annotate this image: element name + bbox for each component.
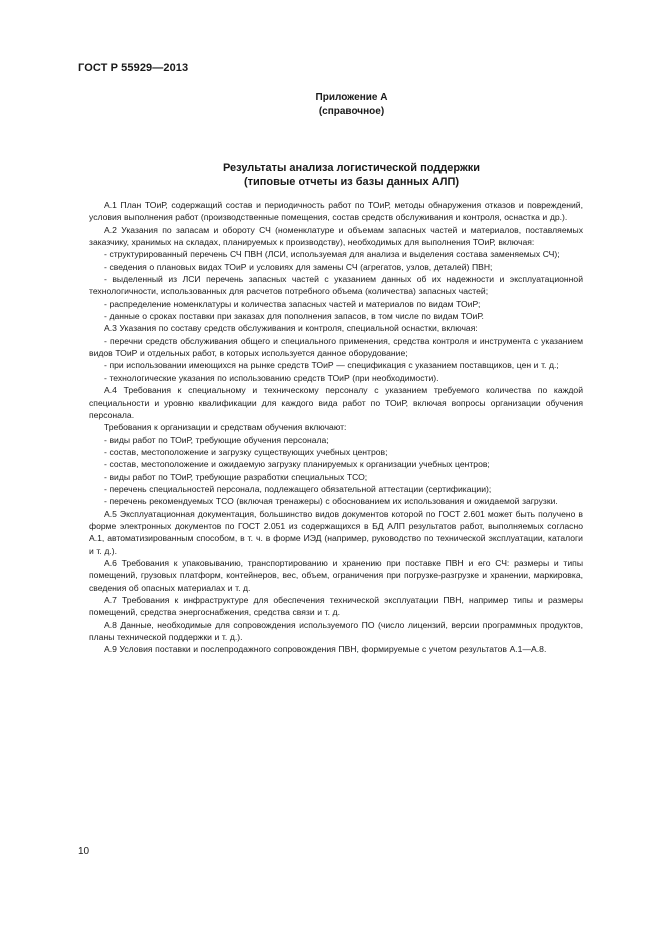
list-item: - распределение номенклатуры и количества запасных частей и материалов по видам ТОиР; <box>104 298 481 309</box>
standard-code: ГОСТ Р 55929—2013 <box>78 62 189 74</box>
list-item: - структурированный перечень СЧ ПВН (ЛСИ, используемая для анализа и выделения состава заменяемых СЧ); <box>104 249 560 260</box>
page-number: 10 <box>78 846 90 857</box>
list-item: - состав, местоположение и загрузку существующих учебных центров; <box>104 446 388 457</box>
appendix-type: (справочное) <box>318 106 385 117</box>
paragraph: А.7 Требования к инфраструктуре для обеспечения технической эксплуатации ПВН, например типы и размеры помещений, средства энергоснабжения, средства связи и т. д. <box>89 595 583 618</box>
list-item: - перечни средств обслуживания общего и специального применения, средства контроля и инструмента с указанием видов ТОиР и отдельных работ, в которых используется данное оборудование; <box>89 335 583 359</box>
paragraph: Требования к организации и средствам обучения включают: <box>104 422 347 433</box>
list-item: - виды работ по ТОиР, требующие разработки специальных ТСО; <box>104 471 368 482</box>
list-item: - сведения о плановых видах ТОиР и условиях для замены СЧ (агрегатов, узлов, деталей) ПВН; <box>104 261 493 272</box>
paragraph: А.1 План ТОиР, содержащий состав и периодичность работ по ТОиР, методы обнаружения отказов и повреждений, условия выполнения работ (производственные помещения, состав средств обслуживания и контроля, оснастка и др.). <box>89 200 583 223</box>
section-title-line-1: Результаты анализа логистической поддержки <box>222 162 481 174</box>
paragraph: А.5 Эксплуатационная документация, большинство видов документов которой по ГОСТ 2.601 может быть получено в форме электронных документов по ГОСТ 2.051 из содержащихся в БД АЛП результатов работ, выполняемых согласно А.1, автоматизированным способом, в т. ч. в форме ИЭД (например, руководство по технической эксплуатации, каталоги и т. д.). <box>89 508 583 556</box>
section-title-line-2: (типовые отчеты из базы данных АЛП) <box>243 176 460 188</box>
list-item: - технологические указания по использованию средств ТОиР (при необходимости). <box>104 372 439 383</box>
list-item: - перечень рекомендуемых ТСО (включая тренажеры) с обоснованием их использования и ожидаемой загрузки. <box>104 496 558 507</box>
list-item: - данные о сроках поставки при заказах для пополнения запасов, в том числе по видам ТОиР. <box>104 311 484 322</box>
appendix-title: Приложение А <box>315 92 388 103</box>
list-item: - виды работ по ТОиР, требующие обучения персонала; <box>104 434 329 445</box>
paragraph: А.2 Указания по запасам и обороту СЧ (номенклатуре и объемам запасных частей и материалов, поставляемых заказчику, хранимых на складах, планируемых к производству), необходимых для выполнения ТОиР, включая: <box>89 224 583 248</box>
paragraph: А.6 Требования к упаковыванию, транспортированию и хранению при поставке ПВН и его СЧ: размеры и типы помещений, грузовых платформ, контейнеров, вес, объем, ограничения при погрузке-разгрузке и хранении, маркировка, сведения об опасных материалах и т. д. <box>89 557 583 593</box>
list-item: - при использовании имеющихся на рынке средств ТОиР — спецификация с указанием поставщиков, цен и т. д.; <box>104 360 559 371</box>
paragraph: А.9 Условия поставки и послепродажного сопровождения ПВН, формируемые с учетом результатов А.1—А.8. <box>104 644 547 655</box>
paragraph: А.4 Требования к специальному и техническому персоналу с указанием требуемого количества по каждой специальности и уровню квалификации для каждого вида работ по ТОиР, включая вопросы организации обучения персонала. <box>89 385 583 420</box>
paragraph: А.8 Данные, необходимые для сопровождения используемого ПО (число лицензий, версии программных продуктов, планы технической поддержки и т. д.). <box>89 619 583 643</box>
list-item: - перечень специальностей персонала, подлежащего обязательной аттестации (сертификации); <box>104 483 492 494</box>
section-title <box>0 161 661 189</box>
list-item: - состав, местоположение и ожидаемую загрузку планируемых к организации учебных центров; <box>104 459 490 470</box>
paragraph: А.3 Указания по составу средств обслуживания и контроля, специальной оснастки, включая: <box>104 323 478 334</box>
appendix-heading <box>0 91 661 119</box>
document-body <box>89 199 583 656</box>
list-item: - выделенный из ЛСИ перечень запасных частей с указанием данных об их надежности и эксплуатационной технологичности, использованных для расчетов потребного объема (количества) запасных частей; <box>89 274 583 297</box>
